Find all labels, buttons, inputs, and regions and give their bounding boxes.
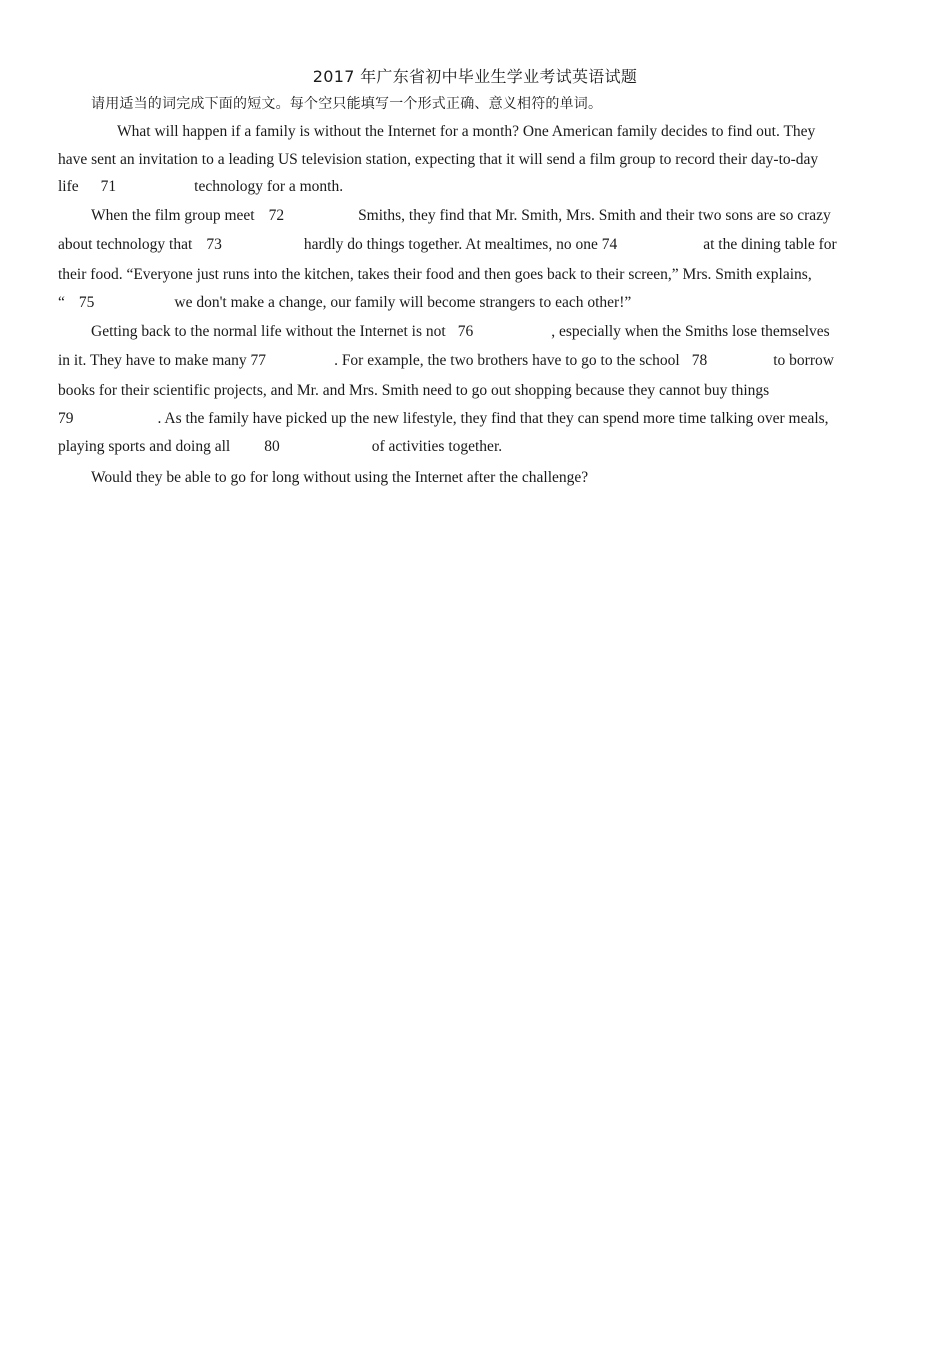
blank-number-79: 79 [58, 410, 74, 427]
passage-text: life [58, 178, 79, 195]
passage-line [58, 409, 829, 429]
passage-line: books for their scientific projects, and Mr. and Mrs. Smith need to go out shopping because they cannot buy things [58, 382, 770, 399]
passage-text: When the film group meet [91, 207, 255, 224]
passage-line: Would they be able to go for long without using the Internet after the challenge? [91, 469, 589, 486]
passage-line: their food. “Everyone just runs into the kitchen, takes their food and then goes back to their screen,” Mrs. Smith explains, [58, 266, 812, 283]
blank-number-71: 71 [100, 178, 117, 195]
blank-number-75: 75 [78, 294, 95, 311]
passage-text: in it. They have to make many 77 [58, 352, 267, 369]
blank-number-78: 78 [691, 352, 708, 369]
passage-line [58, 293, 631, 313]
passage-text: “ [58, 294, 65, 311]
passage-line [91, 322, 830, 342]
blank-number-72: 72 [268, 207, 285, 224]
passage-text: Smiths, they find that Mr. Smith, Mrs. Smith and their two sons are so crazy [358, 207, 831, 224]
passage-text: , especially when the Smiths lose themselves [551, 323, 830, 340]
passage-text: hardly do things together. At mealtimes, no one 74 [303, 236, 618, 253]
passage-text: . For example, the two brothers have to go to the school [334, 352, 680, 369]
blank-number-76: 76 [457, 323, 474, 340]
passage-line: What will happen if a family is without the Internet for a month? One American family decides to find out. They [117, 123, 816, 140]
passage-text: to borrow [773, 352, 834, 369]
passage-text: we don't make a change, our family will become strangers to each other!” [174, 294, 632, 311]
passage-line [58, 351, 834, 371]
passage-line [58, 177, 343, 197]
passage-text: technology for a month. [194, 178, 344, 195]
passage-text: at the dining table for [703, 236, 837, 253]
passage-line: have sent an invitation to a leading US television station, expecting that it will send a film group to record their day-to-day [58, 151, 819, 168]
passage-text: Getting back to the normal life without the Internet is not [91, 323, 446, 340]
exam-instruction: 请用适当的词完成下面的短文。每个空只能填写一个形式正确、意义相符的单词。 [91, 96, 603, 112]
blank-number-80: 80 [264, 438, 280, 455]
exam-title: 2017 年广东省初中毕业生学业考试英语试题 [312, 67, 638, 86]
passage-line [58, 235, 837, 255]
passage-text: . As the family have picked up the new lifestyle, they find that they can spend more time talking over meals, [157, 410, 829, 427]
passage-text: of activities together. [371, 438, 503, 455]
passage-line [91, 206, 831, 226]
passage-text: about technology that [58, 236, 193, 253]
passage-text: playing sports and doing all [58, 438, 231, 455]
blank-number-73: 73 [206, 236, 222, 253]
passage-line [58, 437, 502, 457]
